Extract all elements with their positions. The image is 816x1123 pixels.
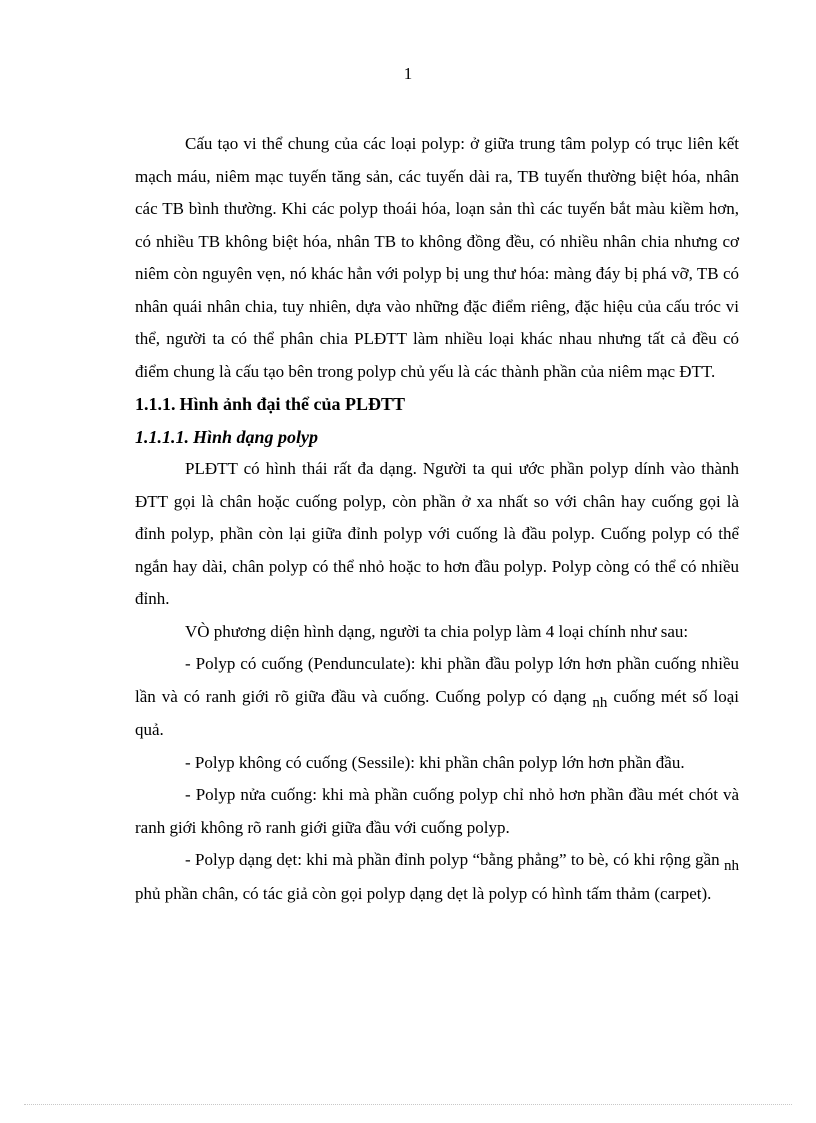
text-fragment: nh bbox=[724, 858, 739, 874]
paragraph-classification-intro: VÒ phương diện hình dạng, người ta chia polyp làm 4 loại chính như sau: bbox=[185, 621, 689, 641]
list-item-pedunculate bbox=[135, 648, 739, 747]
body-text bbox=[135, 128, 739, 910]
list-item-text: - Polyp dạng dẹt: khi mà phần đỉnh polyp “bằng phẳng” to bè, có khi rộng gần bbox=[185, 850, 724, 869]
list-item-text: phủ phần chân, có tác giả còn gọi polyp dạng dẹt là polyp có hình tấm thảm (carpet). bbox=[135, 883, 712, 903]
list-item-text: cuống mét số loại quả. bbox=[135, 686, 739, 739]
subsection-title: Hình dạng polyp bbox=[193, 426, 319, 447]
list-item-text: - Polyp có cuống (Pendunculate): khi phần đầu polyp lớn hơn phần cuống nhiều lần và có ranh giới rõ giữa đầu và cuống. Cuống polyp có dạng bbox=[135, 654, 739, 706]
list-item-sessile: - Polyp không có cuống (Sessile): khi phần chân polyp lớn hơn phần đầu. bbox=[185, 752, 685, 772]
section-number: 1.1.1. bbox=[135, 394, 176, 414]
subsection-heading-1-1-1-1 bbox=[135, 421, 739, 454]
paragraph-morphology: PLĐTT có hình thái rất đa dạng. Người ta qui ước phần polyp dính vào thành ĐTT gọi là chân hoặc cuống polyp, còn phần ở xa nhất so với chân hay cuống gọi là đỉnh polyp, phần còn lại giữa đỉnh polyp với cuống là đầu polyp. Cuống polyp có thể ngắn hay dài, chân polyp có thể nhỏ hoặc to hơn đầu polyp. Polyp còng có thể có nhiều đỉnh. bbox=[135, 459, 739, 608]
text-fragment: nh bbox=[592, 694, 608, 711]
section-heading-1-1-1 bbox=[135, 388, 739, 421]
section-title: Hình ảnh đại thể của PLĐTT bbox=[179, 394, 406, 414]
list-item-flat bbox=[135, 844, 739, 910]
list-item-semi-pedunculate: - Polyp nửa cuống: khi mà phần cuống polyp chỉ nhỏ hơn phần đầu mét chót và ranh giới không rõ ranh giới giữa đầu với cuống polyp. bbox=[135, 785, 739, 837]
page-number: 1 bbox=[403, 64, 413, 83]
paragraph-microstructure: Cấu tạo vi thể chung của các loại polyp: ở giữa trung tâm polyp có trục liên kết mạch máu, niêm mạc tuyến tăng sản, các tuyến dài ra, TB tuyến thường biệt hóa, nhân các TB bình thường. Khi các polyp thoái hóa, loạn sản thì các tuyến bắt màu kiềm hơn, có nhiều TB không biệt hóa, nhân TB to không đồng đều, có nhiều nhân chia nhưng cơ niêm còn nguyên vẹn, nó khác hẳn với polyp bị ung thư hóa: màng đáy bị phá vỡ, TB có nhân quái nhân chia, tuy nhiên, dựa vào những đặc điểm riêng, đặc hiệu của cấu tróc vi thể, người ta có thể phân chia PLĐTT làm nhiều loại khác nhau nhưng tất cả đều có điểm chung là cấu tạo bên trong polyp chủ yếu là các thành phần của niêm mạc ĐTT. bbox=[135, 134, 739, 381]
page-bottom-rule bbox=[24, 1104, 792, 1105]
subsection-number: 1.1.1.1. bbox=[135, 426, 189, 447]
